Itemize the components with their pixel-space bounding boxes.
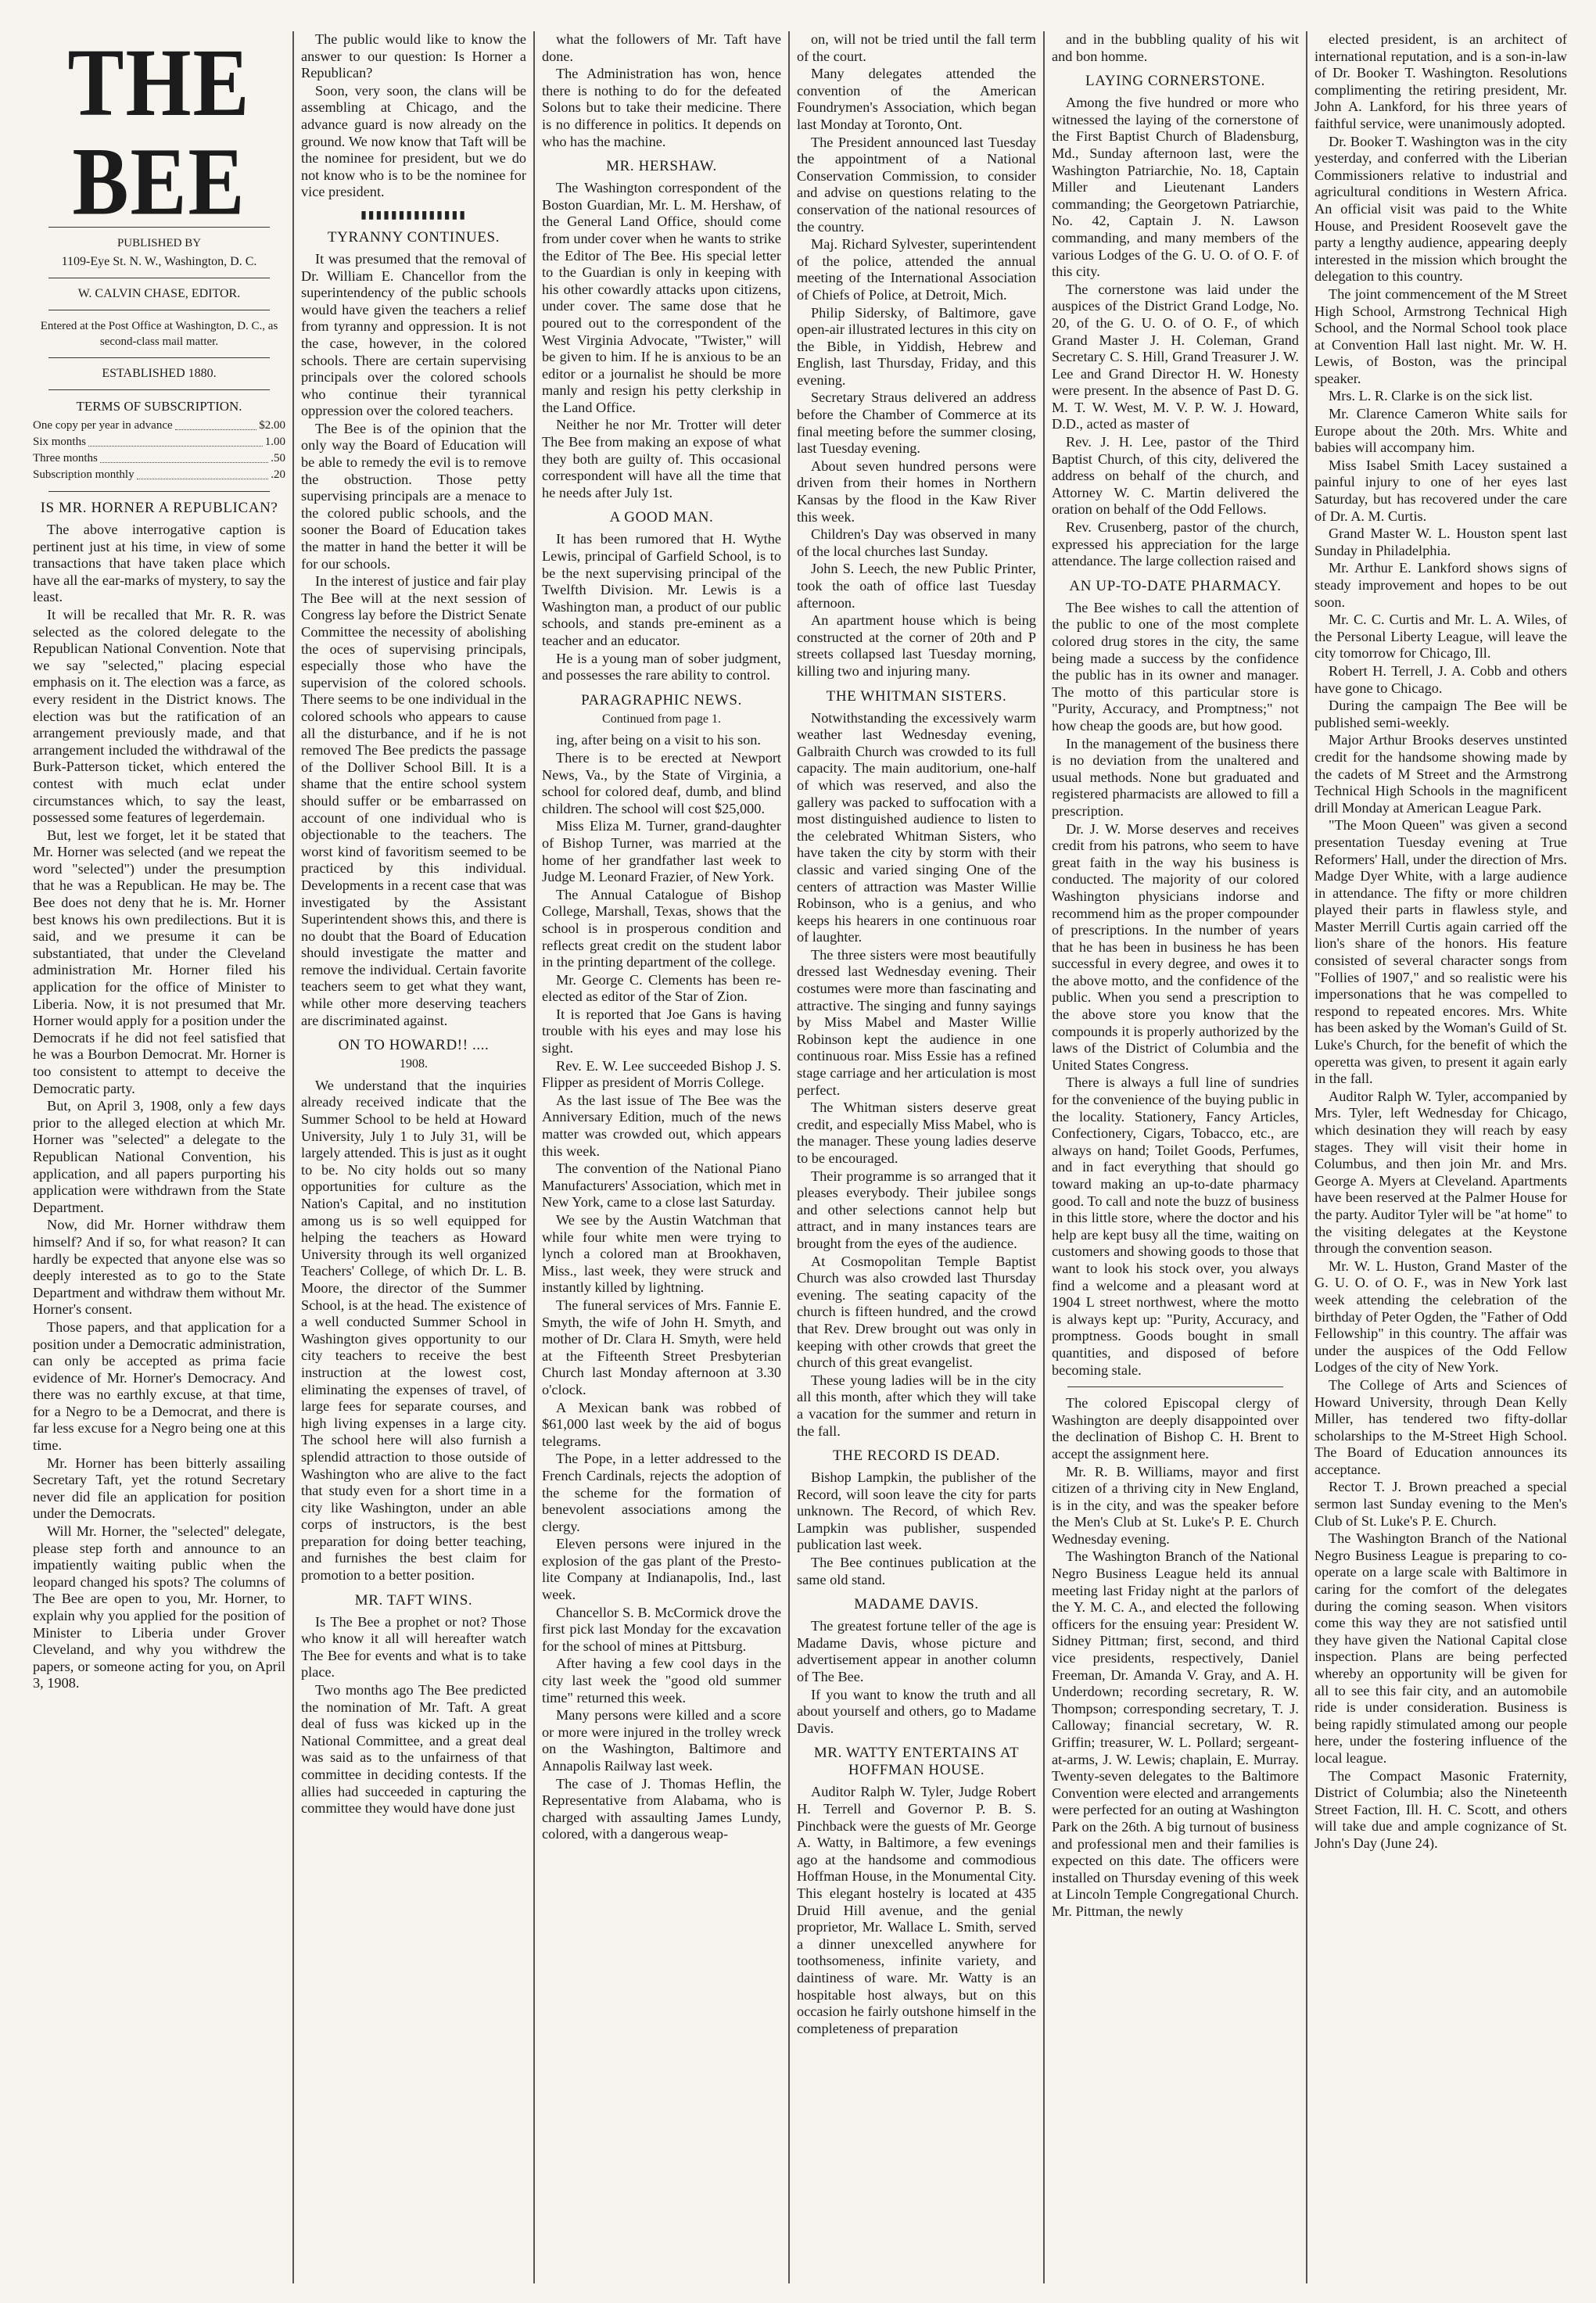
subscription-terms: [33, 398, 285, 483]
paragraph: Maj. Richard Sylvester, superintendent of the police, attended the annual meeting of the International Association of Chiefs of Police, at Detroit, Mich.: [797, 236, 1036, 303]
paragraph: The three sisters were most beautifully dressed last Wednesday evening. Their costumes were more than fascinating and attractive. The singing and funny sayings by Miss Mabel and Master Willie Robinson kept the audience in one continuous roar. Miss Essie has a refined stage carriage and her articulation is most perfect.: [797, 946, 1036, 1098]
paragraph: Chancellor S. B. McCormick drove the first pick last Monday for the excavation for the school of mines at Pittsburg.: [542, 1604, 781, 1654]
paragraph: Rev. Crusenberg, pastor of the church, expressed his appreciation for the large attendance. The large collection raised and: [1052, 519, 1299, 569]
headline-tyranny: TYRANNY CONTINUES.: [327, 228, 500, 246]
headline-pharmacy: AN UP-TO-DATE PHARMACY.: [1069, 577, 1282, 594]
column-2: [292, 31, 533, 2283]
paragraph: Those papers, and that application for a position under a Democratic administration, can only be accepted as prima facie evidence of Mr. Horner's Democracy. And there was no earthly excuse, at that time, for a Negro to be a Democrat, and there is far less excuse for a Negro being one at this time.: [33, 1318, 285, 1454]
paragraph: Many persons were killed and a score or more were injured in the trolley wreck on the Washington, Baltimore and Annapolis Railway last week.: [542, 1707, 781, 1774]
paragraph: There is to be erected at Newport News, Va., by the State of Virginia, a school for colored deaf, dumb, and blind children. The school will cost $25,000.: [542, 749, 781, 816]
paragraph: Notwithstanding the excessively warm weather last Wednesday evening, Galbraith Church was crowded to its full capacity. The main auditorium, one-half of which was reserved, and also the gallery was packed to suffocation with a most distinguished audience to listen to the celebrated Whitman Sisters, who have taken the city by storm with their classic and varied singing One of the centers of attraction was Master Willie Robinson, who is a genius, and who keeps his hearers in one continuous roar of laughter.: [797, 709, 1036, 945]
paragraph: Rev. J. H. Lee, pastor of the Third Baptist Church, of this city, delivered the address on behalf of the church, and Attorney W. C. Martin delivered the oration on behalf of the Odd Fellows.: [1052, 434, 1299, 518]
paragraph: It will be recalled that Mr. R. R. was selected as the colored delegate to the Republican National Convention. Note that we say "selected," placing especial emphasis on it. The election was a farce, as every resident in the District knows. The election was but the ratification of an arrangement previously made, and that arrangement included the withdrawal of the Burk-Patterson ticket, which entered the contest with much eclat under circumstances which, to say the least, possessed some features of legerdemain.: [33, 606, 285, 826]
column-5: [1043, 31, 1306, 2283]
paragraph: The Compact Masonic Fraternity, District of Columbia; also the Nineteenth Street Faction, Ill. H. C. Scott, and others will take due and ample cognizance of St. John's Day (June 24).: [1314, 1767, 1567, 1851]
headline-whitman-sisters: THE WHITMAN SISTERS.: [826, 687, 1007, 705]
paragraph: Philip Sidersky, of Baltimore, gave open-air illustrated lectures in this city on the Bible, in Yiddish, Hebrew and English, last Thursday, Friday, and this evening.: [797, 304, 1036, 388]
headline-howard: ON TO HOWARD!! ....: [338, 1037, 490, 1054]
headline-good-man: A GOOD MAN.: [609, 509, 714, 526]
paragraph: It has been rumored that H. Wythe Lewis, principal of Garfield School, is to be the next supervising principal of the Twelfth Division. Mr. Lewis is a Washington man, a product of our public schools, and stands pre-eminent as a teacher and an educator.: [542, 531, 781, 648]
paragraph: He is a young man of sober judgment, and possesses the rare ability to control.: [542, 650, 781, 683]
paragraph: The convention of the National Piano Manufacturers' Association, which met in New York, came to a close last Saturday.: [542, 1160, 781, 1211]
paragraph: what the followers of Mr. Taft have done.: [542, 31, 781, 64]
paragraph: Mr. R. B. Williams, mayor and first citizen of a thriving city in New England, is in the city, and was the speaker before the Men's Club at St. Luke's P. E. Church Wednesday evening.: [1052, 1463, 1299, 1547]
terms-row: [33, 467, 285, 483]
newspaper-page: [30, 31, 1574, 2283]
paragraph: Is The Bee a prophet or not? Those who know it all will hereafter watch The Bee for events and what is to take place.: [301, 1613, 526, 1681]
paragraph: on, will not be tried until the fall term of the court.: [797, 31, 1036, 64]
terms-label: Three months: [33, 452, 98, 465]
paragraph: "The Moon Queen" was given a second presentation Tuesday evening at True Reformers' Hall, under the direction of Mrs. Madge Dyer White, with a large audience in attendance. The fifty or more children played their parts in flawless style, and Master Merrill Curtis again carried off the lion's share of the honors. His feature consisted of several character songs from "Follies of 1907," and so realistic were his impersonations that he was compelled to respond to repeated encores. Mrs. White has been asked by the Woman's Guild of St. Luke's Church, for the benefit of which the operetta was given, to present it again early in the fall.: [1314, 817, 1567, 1087]
paragraph: The President announced last Tuesday the appointment of a National Conservation Commission, to consider and advise on questions relating to the conservation of the national resources of the country.: [797, 134, 1036, 235]
terms-row: [33, 418, 285, 434]
paragraph: Auditor Ralph W. Tyler, Judge Robert H. Terrell and Governor P. B. S. Pinchback were the guests of Mr. George A. Watty, in Baltimore, a few evenings ago at the handsome and commodious Hoffman House, in the Monumental City. This elegant hostelry is located at 435 Druid Hill avenue, and the genial proprietor, Mr. Wallace L. Smith, served a dinner unexcelled anywhere for toothsomeness, infinite variety, and daintiness of ware. Mr. Watty is an hospitable host always, but on this occasion he fairly outshone himself in the completeness of preparation: [797, 1784, 1036, 2036]
paragraph: The College of Arts and Sciences of Howard University, through Dean Kelly Miller, has tendered two fifty-dollar scholarships to the M-Street High School. The Board of Education announces its acceptance.: [1314, 1376, 1567, 1477]
paragraph: Miss Eliza M. Turner, grand-daughter of Bishop Turner, was married at the home of her grandfather last week to Judge M. Leonard Frazier, of New York.: [542, 818, 781, 885]
paragraph: Mr. George C. Clements has been re-elected as editor of the Star of Zion.: [542, 971, 781, 1005]
headline-howard-year: 1908.: [400, 1057, 428, 1071]
terms-price: $2.00: [259, 419, 285, 432]
post-office-entry: Entered at the Post Office at Washington, D. C., as second-class mail matter.: [40, 320, 278, 348]
paragraph: Eleven persons were injured in the explosion of the gas plant of the Presto-lite Company at Indianapolis, Ind., last week.: [542, 1536, 781, 1603]
terms-price: .20: [271, 468, 285, 481]
paragraph: ing, after being on a visit to his son.: [556, 732, 761, 748]
paragraph: Rector T. J. Brown preached a special sermon last Sunday evening to the Men's Club of St. Luke's P. E. Church.: [1314, 1479, 1567, 1529]
masthead-title: THE BEE: [67, 31, 251, 236]
terms-price: 1.00: [264, 436, 285, 448]
paragraph: As the last issue of The Bee was the Anniversary Edition, much of the news matter was crowded out, which appears this week.: [542, 1092, 781, 1159]
paragraph: An apartment house which is being constructed at the corner of 20th and P streets collapsed last Tuesday morning, killing two and injuring many.: [797, 612, 1036, 679]
paragraph: But, lest we forget, let it be stated that Mr. Horner was selected (and we repeat the word "selected") under the presumption that he was a Republican. He may be. The Bee does not deny that he is. Mr. Horner best knows his own predilections. But it is said, and we presume it can be substantiated, that under the Cleveland administration Mr. Horner filed his application for the office of Minister to Liberia. Now, it is not presumed that Mr. Horner would apply for a position under the Democrats if he did not feel satisfied that he was a Bourbon Democrat. Mr. Horner is too consistent to attempt to deceive the Democratic party.: [33, 827, 285, 1096]
paragraph: The Bee wishes to call the attention of the public to one of the most complete colored drug stores in the city, the same being made a success by the confidence the public has in its owner and manager. The motto of this particular store is "Purity, Accuracy, and Promptness;" not how cheap the goods are, but how good.: [1052, 599, 1299, 734]
paragraph: The public would like to know the answer to our question: Is Horner a Republican?: [301, 31, 526, 81]
editor-line: W. CALVIN CHASE, EDITOR.: [77, 287, 241, 300]
headline-cornerstone: LAYING CORNERSTONE.: [1085, 73, 1265, 90]
divider: [48, 389, 270, 390]
paragraph: The Washington Branch of the National Negro Business League is preparing to co-operate on a large scale with Baltimore in caring for the comfort of the delegates during the coming season. When visitors come this way they are not satisfied until they have given the National Capital close inspection. Plans are being perfected whereby an opportunity will be given for all to see this fair city, and an automobile ride is under consideration. Business is being rapidly stimulated among our people here, under the fostering influence of the local league.: [1314, 1530, 1567, 1766]
terms-row: [33, 450, 285, 467]
paragraph: Dr. J. W. Morse deserves and receives credit from his patrons, who seem to have great faith in the way his business is conducted. The majority of our colored Washington physicians indorse and recommend him as the proper compounder of prescriptions. In the number of years that he has been in business he has been successful in every degree, and owes it to the above motto, and the confidence of the public. When you send a prescription to the above store you know that the compounds it is properly authorized by the laws of the District of Columbia and the United States Congress.: [1052, 820, 1299, 1073]
continued-note: Continued from page 1.: [602, 712, 721, 726]
established-line: ESTABLISHED 1880.: [102, 367, 217, 380]
paragraph: The Washington Branch of the National Negro Business League held its annual meeting last Friday night at the parlors of the Y. M. C. A., and elected the following officers for the ensuing year: President W. Sidney Pittman; first, second, and third vice presidents, respectively, Daniel Freeman, Dr. Amanda V. Gray, and A. H. Underdown; recording secretary, R. W. Thompson; corresponding secretary, T. J. Calloway; financial secretary, W. R. Griffin; treasurer, W. L. Pollard; sergeant-at-arms, J. W. Lewis; chaplain, E. Murray. Twenty-seven delegates to the Baltimore Convention were elected and arrangements were perfected for an outing at Washington Park on the 26th. A big turnout of business and professional men and their families is expected on this date. The officers were installed on Thursday evening of this week at Lincoln Temple Congregational Church. Mr. Pittman, the newly: [1052, 1548, 1299, 1919]
headline-madame-davis: MADAME DAVIS.: [854, 1596, 979, 1613]
paragraph: The Bee continues publication at the same old stand.: [797, 1555, 1036, 1587]
paragraph: It is reported that Joe Gans is having trouble with his eyes and may lose his sight.: [542, 1006, 781, 1056]
paragraph: The colored Episcopal clergy of Washington are deeply disappointed over the declination of Bishop C. H. Brent to accept the assignment here.: [1052, 1395, 1299, 1462]
paragraph: A Mexican bank was robbed of $61,000 last week by the aid of bogus telegrams.: [542, 1399, 781, 1449]
headline-hershaw: MR. HERSHAW.: [606, 158, 717, 175]
column-6: [1306, 31, 1574, 2283]
paragraph: Two months ago The Bee predicted the nomination of Mr. Taft. A great deal of fuss was kicked up in the National Committee, and a great deal was said as to the unfairness of that committee in deciding contests. If the allies had succeeded in capturing the committee they would have done just: [301, 1682, 526, 1817]
paragraph: Their programme is so arranged that it pleases everybody. Their jubilee songs and other selections cannot help but attract, and in many instances tears are brought from the eyes of the audience.: [797, 1168, 1036, 1251]
paragraph: Robert H. Terrell, J. A. Cobb and others have gone to Chicago.: [1314, 662, 1567, 696]
paragraph: Will Mr. Horner, the "selected" delegate, please step forth and announce to an impatiently waiting public when the leopard changed his spots? The columns of The Bee are open to you, Mr. Horner, to explain why you applied for the position of Minister to Liberia under Grover Cleveland, and why you withdrew the papers, or someone acting for you, on April 3, 1908.: [33, 1523, 285, 1691]
paragraph: The Whitman sisters deserve great credit, and especially Miss Mabel, who is the manager. These young ladies deserve to be encouraged.: [797, 1099, 1036, 1166]
paragraph: The greatest fortune teller of the age is Madame Davis, whose picture and advertisement appear in another column of The Bee.: [797, 1618, 1036, 1685]
paragraph: During the campaign The Bee will be published semi-weekly.: [1314, 698, 1567, 730]
paragraph: But, on April 3, 1908, only a few days prior to the alleged election at which Mr. Horner was "selected" a delegate to the Republican National Convention, his application, and all papers purporting his application were withdrawn from the State Department.: [33, 1098, 285, 1215]
headline-taft: MR. TAFT WINS.: [354, 1591, 473, 1609]
column-3: [533, 31, 788, 2283]
paragraph: The Administration has won, hence there is nothing to do for the defeated Solons but to take their medicine. There is no difference in politics. It depends on who has the machine.: [542, 66, 781, 149]
terms-label: Subscription monthly: [33, 468, 134, 481]
terms-label: Six months: [33, 436, 86, 448]
paragraph: We understand that the inquiries already received indicate that the Summer School to be held at Howard University, July 1 to July 31, will be largely attended. This is just as it ought to be. No city holds out so many opportunities for culture as the Nation's Capital, and no institution among us is so well equipped for helping the teachers as Howard University through its well organized Teachers' College, of which Dr. L. B. Moore, the director of the Summer School, is at the head. The existence of a well conducted Summer School in Washington gives opportunity to our city teachers to receive the best instruction at the lowest cost, eliminating the expenses of travel, of large fees for separate courses, and high living expenses in a large city. The school here will also furnish a splendid attraction to those outside of Washington who are alive to the fact that study even for a short time in a city like Washington, under an able corps of instructors, is the best preparation for doing better teaching, and furnishes the best claim for promotion to a better position.: [301, 1077, 526, 1584]
masthead: [33, 31, 285, 390]
terms-label: One copy per year in advance: [33, 419, 173, 432]
paragraph: The cornerstone was laid under the auspices of the District Grand Lodge, No. 20, of the G. U. O. of O. F., of which Grand Master J. H. Coleman, Grand Secretary C. S. Hill, Grand Treasurer J. W. Lee and Grand Director H. W. Honesty were present. In the absence of Past D. G. M. T. W. West, M. V. P. W. J. Howard, D.D., acted as master of: [1052, 281, 1299, 432]
paragraph: Soon, very soon, the clans will be assembling at Chicago, and the advance guard is now already on the ground. We now know that Taft will be the nominee for president, but we do not know who is to be the nominee for vice president.: [301, 82, 526, 200]
divider: [48, 357, 270, 358]
paragraph: Mr. Arthur E. Lankford shows signs of steady improvement and hopes to be out soon.: [1314, 560, 1567, 610]
paragraph: Mr. W. L. Huston, Grand Master of the G. U. O. of O. F., was in New York last week attending the celebration of the birthday of Peter Ogden, the "Father of Odd Fellowship" in this country. The affair was under the auspices of the Odd Fellow Lodges of the city of New York.: [1314, 1257, 1567, 1376]
publisher-address: 1109-Eye St. N. W., Washington, D. C.: [61, 255, 257, 268]
paragraph: Miss Isabel Smith Lacey sustained a painful injury to one of her eyes last Saturday, but has recovered under the care of Dr. A. M. Curtis.: [1314, 457, 1567, 524]
divider: [48, 491, 270, 492]
paragraph: About seven hundred persons were driven from their homes in Northern Kansas by the flood in the Kaw River this week.: [797, 457, 1036, 525]
divider: [1067, 1386, 1283, 1387]
paragraph: Grand Master W. L. Houston spent last Sunday in Philadelphia.: [1314, 526, 1567, 558]
terms-heading: TERMS OF SUBSCRIPTION.: [76, 399, 242, 414]
headline-watty: MR. WATTY ENTERTAINS AT HOFFMAN HOUSE.: [813, 1745, 1020, 1779]
terms-price: .50: [271, 452, 285, 465]
paragraph: We see by the Austin Watchman that while four white men were trying to lynch a colored man at Brookhaven, Miss., last week, they were struck and instantly killed by lightning.: [542, 1212, 781, 1296]
paragraph: The above interrogative caption is pertinent just at his time, in view of some transactions that have taken place which have all the ear-marks of mystery, to say the least.: [33, 522, 285, 605]
ornament-rule: ▮▮▮▮▮▮▮▮▮▮▮▮▮▮: [360, 209, 467, 221]
paragraph: In the management of the business there is no deviation from the unaltered and usual methods. None but graduated and registered pharmacists are allowed to fill a prescription.: [1052, 735, 1299, 819]
headline-paragraphic-news: PARAGRAPHIC NEWS.: [581, 691, 742, 708]
paragraph: Mrs. L. R. Clarke is on the sick list.: [1329, 388, 1533, 404]
paragraph: The joint commencement of the M Street High School, Armstrong Technical High School, and the Normal School took place at Convention Hall last night. Mr. W. H. Lewis, of Boston, was the principal speaker.: [1314, 285, 1567, 386]
paragraph: The Bee is of the opinion that the only way the Board of Education will be able to remedy the evil is to remove the obstruction. Those petty supervising principals are a menace to the colored public schools, and the sooner the Board of Education takes the matter in hand the better it will be for our schools.: [301, 420, 526, 572]
paragraph: At Cosmopolitan Temple Baptist Church was also crowded last Thursday evening. The seating capacity of the church is fifteen hundred, and the crowd that Rev. Drew brought out was only in keeping with other crowds that greet the church of this great evangelist.: [797, 1253, 1036, 1371]
paragraph: Major Arthur Brooks deserves unstinted credit for the handsome showing made by the cadets of M Street and the Armstrong Technical High Schools in the magnificent drill Monday at American League Park.: [1314, 732, 1567, 816]
paragraph: The funeral services of Mrs. Fannie E. Smyth, the wife of John H. Smyth, and mother of Dr. Clara H. Smyth, were held at the Fifteenth Street Presbyterian Church last Monday afternoon at 3.30 o'clock.: [542, 1297, 781, 1397]
paragraph: Children's Day was observed in many of the local churches last Sunday.: [797, 526, 1036, 559]
paragraph: Many delegates attended the convention of the American Foundrymen's Association, which began last Monday at Toronto, Ont.: [797, 66, 1036, 132]
paragraph: Secretary Straus delivered an address before the Chamber of Commerce at its final meeting before the summer closing, last Tuesday evening.: [797, 389, 1036, 457]
published-by: PUBLISHED BY: [117, 237, 202, 249]
paragraph: Now, did Mr. Horner withdraw them himself? And if so, for what reason? It can hardly be expected that anyone else was so deeply interested as to go to the State Department and withdraw them without Mr. Horner's consent.: [33, 1217, 285, 1318]
headline-horner: IS MR. HORNER A REPUBLICAN?: [40, 500, 278, 516]
paragraph: Mr. Clarence Cameron White sails for Europe about the 20th. Mrs. White and babies will accompany him.: [1314, 406, 1567, 456]
paragraph: If you want to know the truth and all about yourself and others, go to Madame Davis.: [797, 1686, 1036, 1736]
paragraph: There is always a full line of sundries for the convenience of the buying public in the locality. Stationery, Fancy Articles, Confectionery, Cigars, Tobacco, etc., are always on hand; Toilet Goods, Perfumes, and in fact everything that should go toward making an up-to-date pharmacy good. To call and note the buzz of business in this little store, where the doctor and his help are kept busy all the time, waiting on customers and showing goods to those that want to look his stock over, you always find a welcome and a pleasant word at 1904 L street northwest, where the motto is always kept up: "Purity, Accuracy, and promptness. Goods bought in small quantities, and disposed of before becoming stale.: [1052, 1074, 1299, 1378]
paragraph: The case of J. Thomas Heflin, the Representative from Alabama, who is charged with assaulting James Lundy, colored, with a dangerous weap-: [542, 1775, 781, 1842]
paragraph: and in the bubbling quality of his wit and bon homme.: [1052, 31, 1299, 64]
paragraph: These young ladies will be in the city all this month, after which they will take a vacation for the summer and return in the fall.: [797, 1372, 1036, 1439]
paragraph: Among the five hundred or more who witnessed the laying of the cornerstone of the First Baptist Church of Bladensburg, Md., Sunday afternoon last, were the Washington Patriarchie, No. 18, Captain Miller and Lieutenant Landers commanding; the Georgetown Patriarchie, No. 42, Captain J. N. Lawson commanding, and many members of the various Lodges of the G. U. O. of O. F. of this city.: [1052, 95, 1299, 280]
paragraph: Neither he nor Mr. Trotter will deter The Bee from making an expose of what they both are guilty of. This occasional correspondent will have all the time that he needs after July 1st.: [542, 417, 781, 500]
paragraph: In the interest of justice and fair play The Bee will at the next session of Congress lay before the District Senate Committee the necessity of abolishing the oces of supervising principals, especially those who have the supervision of the colored schools. There seems to be one individual in the colored schools who appears to cause all the disturbance, and if he is not removed The Bee predicts the passage of the Dolliver School Bill. It is a shame that the entire school system should suffer or be embarrassed on account of one individual who is objectionable to the teachers. The worst kind of favoritism seemed to be practiced by this individual. Developments in a recent case that was investigated by the Assistant Superintendent shows this, and there is no doubt that the Board of Education should investigate the matter and remove the individual. Certain favorite teachers seem to get what they want, while other more deserving teachers are discriminated against.: [301, 573, 526, 1028]
paragraph: Dr. Booker T. Washington was in the city yesterday, and conferred with the Liberian Commissioners relative to industrial and agricultural conditions in Western Africa. An official visit was paid to the White House, and President Roosevelt gave the party a lengthy audience, appearing deeply interested in the mission which brought the delegation to this country.: [1314, 133, 1567, 285]
column-1: [30, 31, 292, 2283]
paragraph: Bishop Lampkin, the publisher of the Record, will soon leave the city for parts unknown. The Record, of which Rev. Lampkin was publisher, suspended publication last week.: [797, 1469, 1036, 1553]
paragraph: After having a few cool days in the city last week the "good old summer time" returned this week.: [542, 1656, 781, 1706]
paragraph: The Pope, in a letter addressed to the French Cardinals, rejects the adoption of the scheme for the formation of benevolent associations among the clergy.: [542, 1451, 781, 1534]
paragraph: Mr. C. C. Curtis and Mr. L. A. Wiles, of the Personal Liberty League, will leave the city tomorrow for Chicago, Ill.: [1314, 612, 1567, 662]
paragraph: John S. Leech, the new Public Printer, took the oath of office last Tuesday afternoon.: [797, 561, 1036, 611]
terms-row: [33, 434, 285, 450]
paragraph: Mr. Horner has been bitterly assailing Secretary Taft, yet the rotund Secretary never did file an application for position under the Democrats.: [33, 1455, 285, 1522]
paragraph: Rev. E. W. Lee succeeded Bishop J. S. Flipper as president of Morris College.: [542, 1057, 781, 1091]
paragraph: The Washington correspondent of the Boston Guardian, Mr. L. M. Hershaw, of the General Land Office, should come from under cover when he wants to strike the Editor of The Bee. His special letter to the Guardian is only in keeping with his other cowardly attacks upon citizens, under cover. The same dose that he poured out to the correspondent of the West Virginia Advocate, "Twister," will be given to him. If he is anxious to be an editor or a journalist he should be more manly and resign his petty clerkship in the Land Office.: [542, 180, 781, 415]
paragraph: Auditor Ralph W. Tyler, accompanied by Mrs. Tyler, left Wednesday for Chicago, which desination they will reach by easy stages. They will visit their home in Columbus, and then join Mr. and Mrs. George A. Myers at Cleveland. Apartments have been reserved at the Palmer House for the party. Auditor Tyler will be "at home" to the visiting delegates at the Keystone through the convention season.: [1314, 1088, 1567, 1257]
headline-record-dead: THE RECORD IS DEAD.: [832, 1447, 1001, 1465]
column-4: [788, 31, 1043, 2283]
paragraph: The Annual Catalogue of Bishop College, Marshall, Texas, shows that the school is in prosperous condition and reflects great credit on the student labor in the printing department of the college.: [542, 886, 781, 970]
paragraph: elected president, is an architect of international reputation, and is a son-in-law of Dr. Booker T. Washington. Resolutions complimenting the retiring president, Mr. John A. Lankford, for his three years of faithful service, were unanimously adopted.: [1314, 31, 1567, 131]
paragraph: It was presumed that the removal of Dr. William E. Chancellor from the superintendency of the public schools would have given the teachers a relief from tyranny and oppression. It is not the case, however, in the colored schools. There are certain supervising principals over the colored schools who continue their tyrannical oppression over the colored teachers.: [301, 250, 526, 419]
